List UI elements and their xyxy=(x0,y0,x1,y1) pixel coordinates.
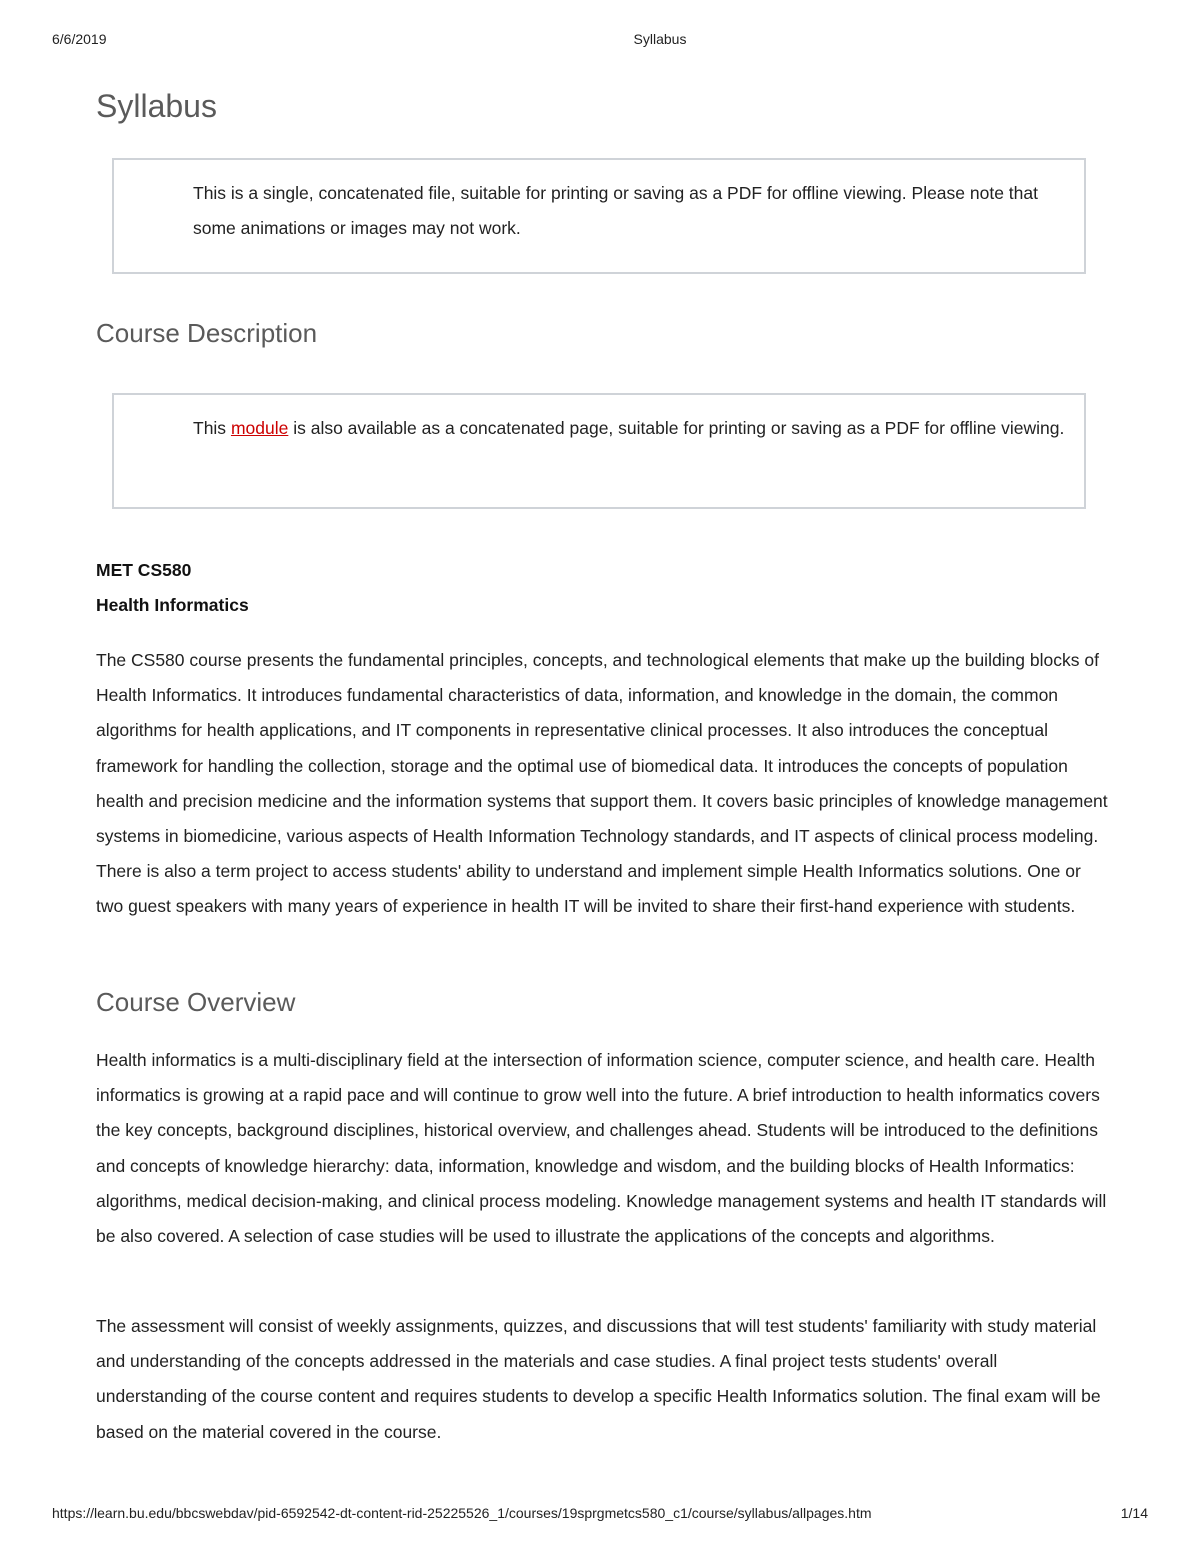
module-link[interactable]: module xyxy=(230,418,289,438)
print-footer-page-number: 1/14 xyxy=(1120,1505,1148,1521)
print-footer-url: https://learn.bu.edu/bbcswebdav/pid-6592542-dt-content-rid-25225526_1/courses/19sprgmetcs580_c1/course/syllabus/allpages.htm xyxy=(52,1505,872,1521)
course-description-heading: Course Description xyxy=(96,318,318,348)
course-description-paragraph: The CS580 course presents the fundamental principles, concepts, and technological elements that make up the building blocks of Health Informatics. It introduces fundamental characteristics of data, information, and knowledge in the domain, the common algorithms for health applications, and IT components in representative clinical processes. It also introduces the conceptual framework for handling the collection, storage and the optimal use of biomedical data. It introduces the concepts of population health and precision medicine and the information systems that support them. It covers basic principles of knowledge management systems in biomedicine, various aspects of Health Information Technology standards, and IT aspects of clinical process modeling. There is also a term project to access students' ability to understand and implement simple Health Informatics solutions. One or two guest speakers with many years of experience in health IT will be invited to share their first-hand experience with students. xyxy=(96,650,1108,917)
print-notice-box xyxy=(112,158,1086,274)
course-name: Health Informatics xyxy=(96,595,249,615)
page-title: Syllabus xyxy=(96,88,217,124)
module-notice-box xyxy=(112,393,1086,509)
module-notice-before: This xyxy=(193,418,231,438)
module-notice-text xyxy=(193,411,1073,446)
print-header-title: Syllabus xyxy=(633,31,687,47)
course-code: MET CS580 xyxy=(96,560,192,580)
course-overview-heading: Course Overview xyxy=(96,987,296,1017)
print-notice-text: This is a single, concatenated file, suitable for printing or saving as a PDF for offline viewing. Please note that some animations or images may not work. xyxy=(193,183,1038,238)
course-overview-paragraph-1: Health informatics is a multi-disciplinary field at the intersection of information science, computer science, and health care. Health informatics is growing at a rapid pace and will continue to grow well into the future. A brief introduction to health informatics covers the key concepts, background disciplines, historical overview, and challenges ahead. Students will be introduced to the definitions and concepts of knowledge hierarchy: data, information, knowledge and wisdom, and the building blocks of Health Informatics: algorithms, medical decision-making, and clinical process modeling. Knowledge management systems and health IT standards will be also covered. A selection of case studies will be used to illustrate the applications of the concepts and algorithms. xyxy=(96,1050,1107,1247)
print-date: 6/6/2019 xyxy=(52,31,107,47)
module-notice-after: is also available as a concatenated page, suitable for printing or saving as a PDF for offline viewing. xyxy=(288,418,1065,438)
course-overview-paragraph-2: The assessment will consist of weekly assignments, quizzes, and discussions that will test students' familiarity with study material and understanding of the concepts addressed in the materials and case studies. A final project tests students' overall understanding of the course content and requires students to develop a specific Health Informatics solution. The final exam will be based on the material covered in the course. xyxy=(96,1316,1101,1442)
